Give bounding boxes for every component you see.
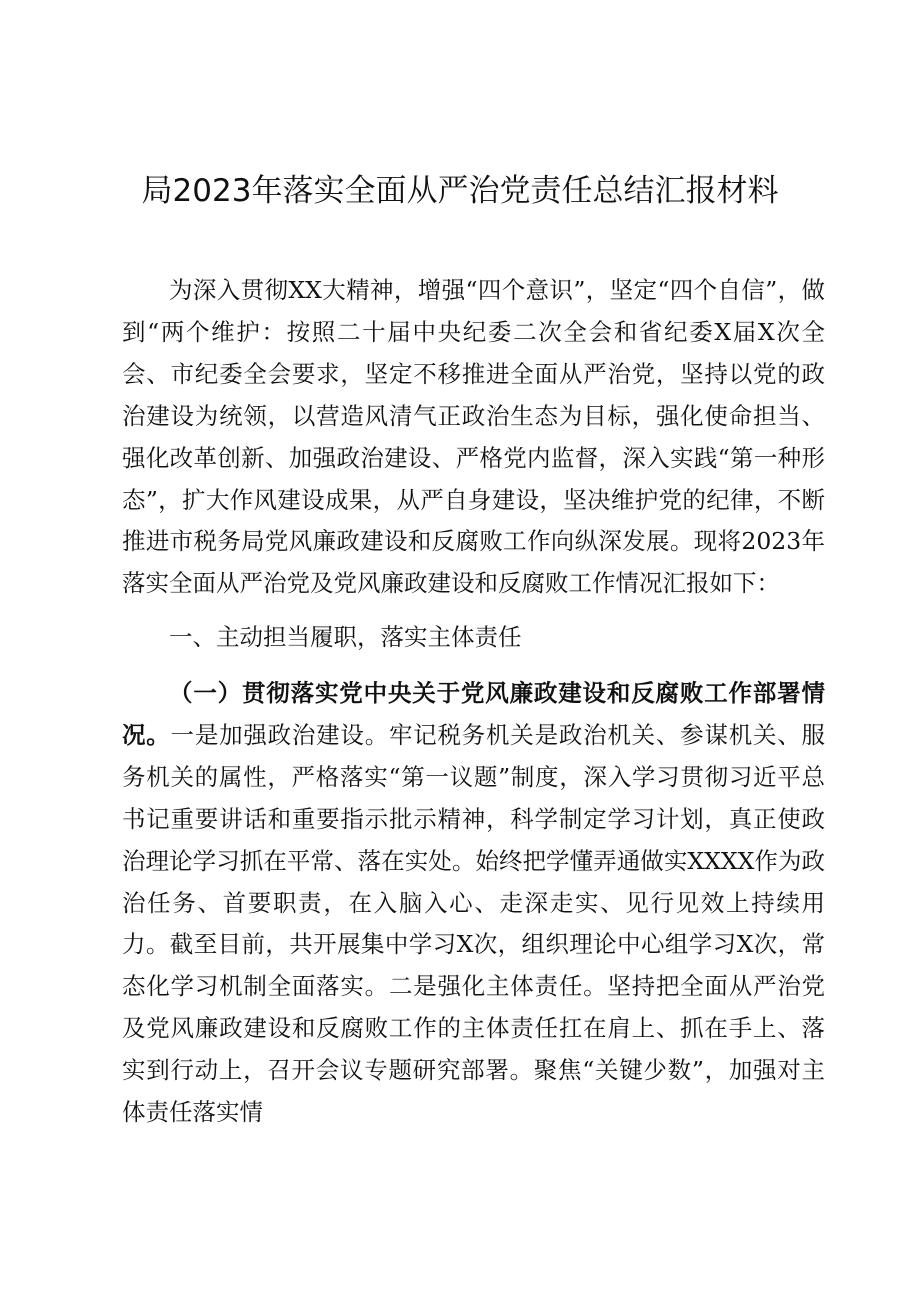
document-title: 局2023年落实全面从严治党责任总结汇报材料 [141,173,779,209]
subsection-lead-heading: （一）贯彻落实党中央关于党风廉政建设和反腐败工作部署情况。 [122,679,825,749]
section-heading: 一、主动担当履职，落实主体责任 [169,623,522,651]
subsection-paragraph [122,673,825,1134]
intro-paragraph: 为深入贯彻XX大精神，增强“四个意识”，坚定“四个自信”，做到“两个维护：按照二十届中央纪委二次全会和省纪委X届X次全会、市纪委全会要求，坚定不移推进全面从严治党，坚持以党的政治建设为统领，以营造风清气正政治生态为目标，强化使命担当、强化改革创新、加强政治建设、严格党内监督，深入实践“第一种形态”，扩大作风建设成果，从严自身建设，坚决维护党的纪律，不断推进市税务局党风廉政建设和反腐败工作向纵深发展。现将2023年落实全面从严治党及党风廉政建设和反腐败工作情况汇报如下： [122,276,825,598]
subsection-body-text: 一是加强政治建设。牢记税务机关是政治机关、参谋机关、服务机关的属性，严格落实“第一议题”制度，深入学习贯彻习近平总书记重要讲话和重要指示批示精神，科学制定学习计划，真正使政治理论学习抓在平常、落在实处。始终把学懂弄通做实XXXX作为政治任务、首要职责，在入脑入心、走深走实、见行见效上持续用力。截至目前，共开展集中学习X次，组织理论中心组学习X次，常态化学习机制全面落实。二是强化主体责任。坚持把全面从严治党及党风廉政建设和反腐败工作的主体责任扛在肩上、抓在手上、落实到行动上，召开会议专题研究部署。聚焦“关键少数”，加强对主体责任落实情 [122,720,826,1127]
